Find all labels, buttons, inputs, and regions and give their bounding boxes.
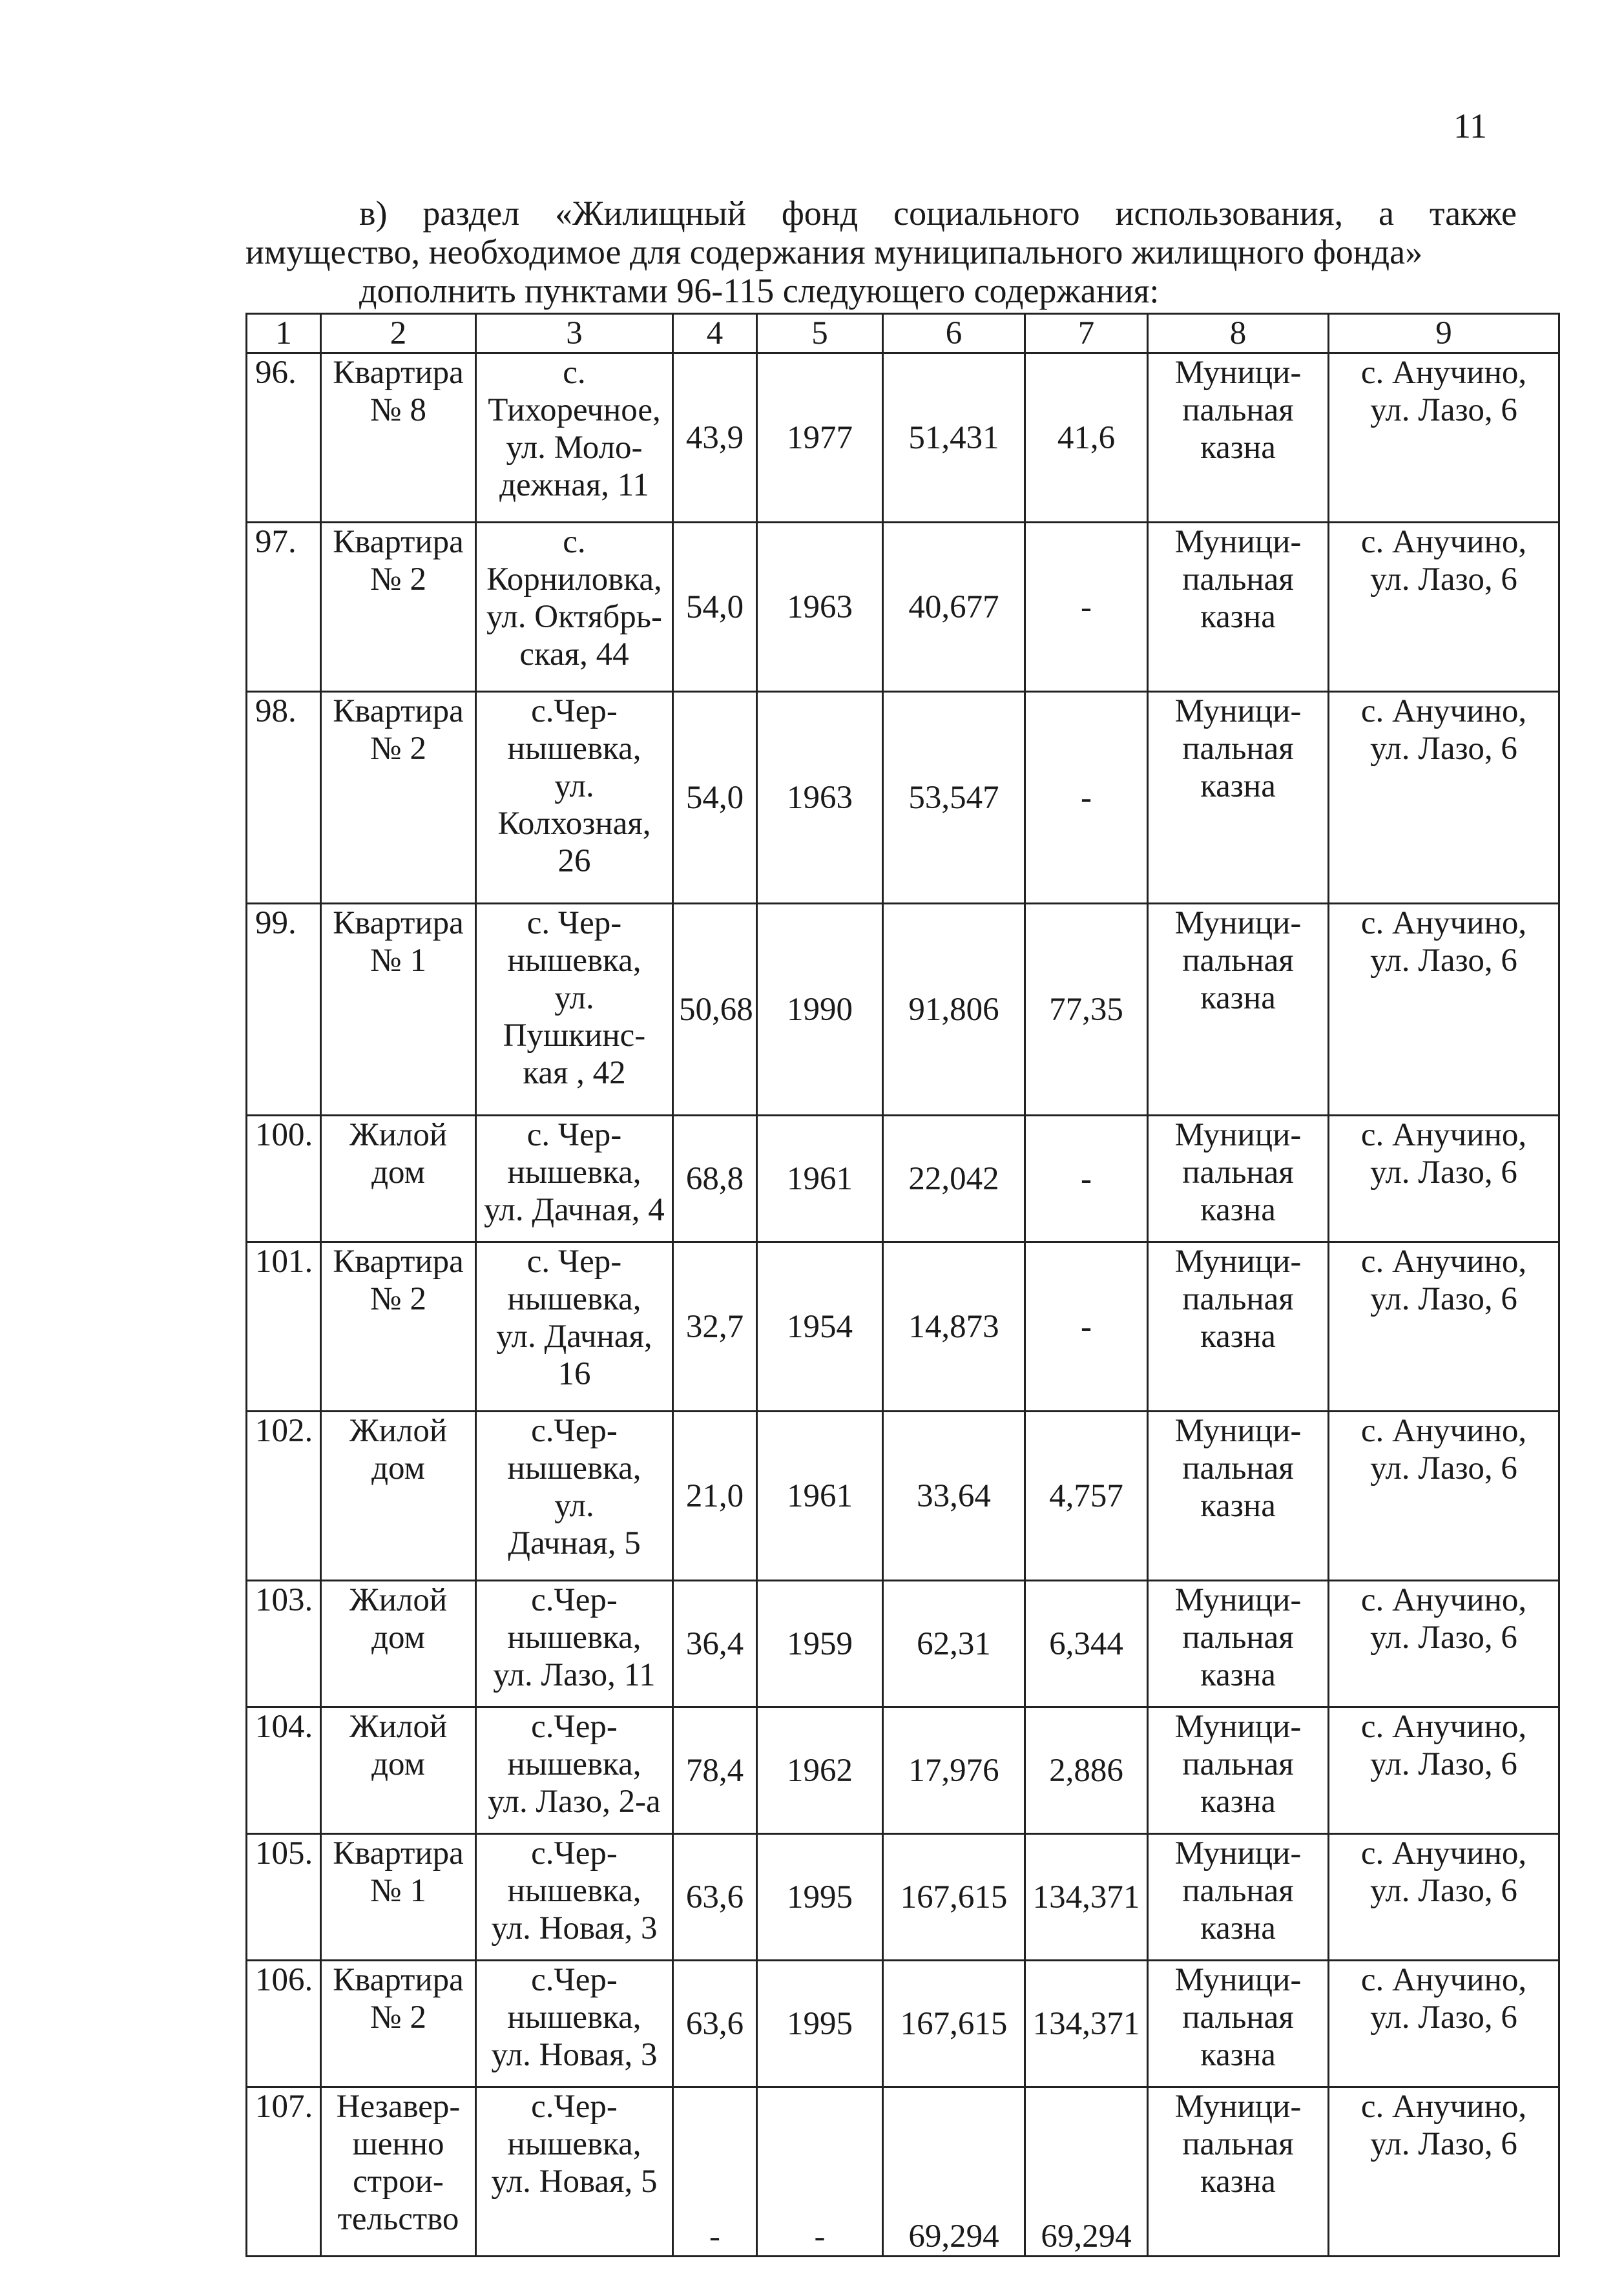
object-address: с.Чер- нышевка, ул. Новая, 3: [476, 1834, 673, 1961]
owner-value: Муници- пальная казна: [1148, 692, 1329, 904]
object-name: Квартира № 2: [321, 1242, 476, 1412]
holder-address: с. Анучино, ул. Лазо, 6: [1329, 2087, 1559, 2257]
object-address: с. Чер- нышевка, ул. Дачная, 16: [476, 1242, 673, 1412]
intro-word: «Жилищный: [555, 194, 746, 233]
residual-value: -: [1025, 523, 1148, 692]
object-address: с.Чер- нышевка, ул. Новая, 3: [476, 1961, 673, 2087]
owner-value: Муници- пальная казна: [1148, 353, 1329, 523]
area-value: 78,4: [673, 1707, 757, 1834]
owner-value: Муници- пальная казна: [1148, 904, 1329, 1116]
row-number: 102.: [247, 1412, 321, 1581]
object-name: Квартира № 8: [321, 353, 476, 523]
object-name: Квартира № 1: [321, 904, 476, 1116]
intro-word: а: [1379, 194, 1394, 233]
table-row: [247, 1707, 1559, 1834]
cost-value: 40,677: [883, 523, 1025, 692]
table-row: [247, 353, 1559, 523]
column-header: 2: [321, 314, 476, 353]
table-row: [247, 1834, 1559, 1961]
year-value: -: [757, 2087, 883, 2257]
year-value: 1963: [757, 692, 883, 904]
area-value: 63,6: [673, 1834, 757, 1961]
object-address: с. Чер- нышевка, ул. Дачная, 4: [476, 1116, 673, 1242]
year-value: 1977: [757, 353, 883, 523]
table-row: [247, 1242, 1559, 1412]
cost-value: 14,873: [883, 1242, 1025, 1412]
object-address: с.Чер- нышевка, ул. Новая, 5: [476, 2087, 673, 2257]
area-value: 63,6: [673, 1961, 757, 2087]
residual-value: -: [1025, 692, 1148, 904]
object-name: Жилой дом: [321, 1707, 476, 1834]
object-name: Квартира № 1: [321, 1834, 476, 1961]
year-value: 1954: [757, 1242, 883, 1412]
cost-value: 53,547: [883, 692, 1025, 904]
cost-value: 167,615: [883, 1961, 1025, 2087]
object-name: Жилой дом: [321, 1412, 476, 1581]
column-header: 3: [476, 314, 673, 353]
table-row: [247, 523, 1559, 692]
intro-word: также: [1429, 194, 1517, 233]
column-header: 5: [757, 314, 883, 353]
row-number: 107.: [247, 2087, 321, 2257]
holder-address: с. Анучино, ул. Лазо, 6: [1329, 1707, 1559, 1834]
cost-value: 17,976: [883, 1707, 1025, 1834]
object-address: с. Чер- нышевка, ул. Пушкинс- кая , 42: [476, 904, 673, 1116]
column-header: 8: [1148, 314, 1329, 353]
object-address: с. Корниловка, ул. Октябрь- ская, 44: [476, 523, 673, 692]
area-value: 21,0: [673, 1412, 757, 1581]
year-value: 1962: [757, 1707, 883, 1834]
intro-line-2: имущество, необходимое для содержания муниципального жилищного фонда»: [245, 233, 1423, 271]
residual-value: 2,886: [1025, 1707, 1148, 1834]
owner-value: Муници- пальная казна: [1148, 523, 1329, 692]
object-address: с.Чер- нышевка, ул. Дачная, 5: [476, 1412, 673, 1581]
object-address: с.Чер- нышевка, ул. Лазо, 2-а: [476, 1707, 673, 1834]
row-number: 98.: [247, 692, 321, 904]
area-value: 32,7: [673, 1242, 757, 1412]
holder-address: с. Анучино, ул. Лазо, 6: [1329, 904, 1559, 1116]
year-value: 1995: [757, 1834, 883, 1961]
table-header-row: [247, 314, 1559, 353]
owner-value: Муници- пальная казна: [1148, 1834, 1329, 1961]
table-body: [247, 353, 1559, 2257]
intro-word: раздел: [422, 194, 520, 233]
year-value: 1961: [757, 1116, 883, 1242]
cost-value: 62,31: [883, 1581, 1025, 1707]
residual-value: 41,6: [1025, 353, 1148, 523]
owner-value: Муници- пальная казна: [1148, 1961, 1329, 2087]
owner-value: Муници- пальная казна: [1148, 1242, 1329, 1412]
area-value: 68,8: [673, 1116, 757, 1242]
object-address: с.Чер- нышевка, ул. Лазо, 11: [476, 1581, 673, 1707]
area-value: -: [673, 2087, 757, 2257]
area-value: 43,9: [673, 353, 757, 523]
residual-value: 69,294: [1025, 2087, 1148, 2257]
row-number: 100.: [247, 1116, 321, 1242]
row-number: 106.: [247, 1961, 321, 2087]
row-number: 96.: [247, 353, 321, 523]
row-number: 103.: [247, 1581, 321, 1707]
column-header: 1: [247, 314, 321, 353]
year-value: 1963: [757, 523, 883, 692]
year-value: 1961: [757, 1412, 883, 1581]
page-number: 11: [1453, 107, 1487, 145]
holder-address: с. Анучино, ул. Лазо, 6: [1329, 1412, 1559, 1581]
table-row: [247, 1412, 1559, 1581]
cost-value: 33,64: [883, 1412, 1025, 1581]
residual-value: 6,344: [1025, 1581, 1148, 1707]
area-value: 36,4: [673, 1581, 757, 1707]
table-row: [247, 1961, 1559, 2087]
object-name: Квартира № 2: [321, 692, 476, 904]
column-header: 7: [1025, 314, 1148, 353]
object-address: с. Тихоречное, ул. Моло- дежная, 11: [476, 353, 673, 523]
object-address: с.Чер- нышевка, ул. Колхозная, 26: [476, 692, 673, 904]
residual-value: 134,371: [1025, 1961, 1148, 2087]
row-number: 104.: [247, 1707, 321, 1834]
area-value: 54,0: [673, 692, 757, 904]
holder-address: с. Анучино, ул. Лазо, 6: [1329, 523, 1559, 692]
owner-value: Муници- пальная казна: [1148, 1581, 1329, 1707]
intro-line-3: дополнить пунктами 96-115 следующего содержания:: [359, 271, 1160, 310]
owner-value: Муници- пальная казна: [1148, 1116, 1329, 1242]
column-header: 6: [883, 314, 1025, 353]
row-number: 99.: [247, 904, 321, 1116]
year-value: 1959: [757, 1581, 883, 1707]
row-number: 97.: [247, 523, 321, 692]
object-name: Жилой дом: [321, 1116, 476, 1242]
intro-line-1: [359, 194, 1517, 233]
row-number: 101.: [247, 1242, 321, 1412]
year-value: 1995: [757, 1961, 883, 2087]
holder-address: с. Анучино, ул. Лазо, 6: [1329, 353, 1559, 523]
residual-value: 134,371: [1025, 1834, 1148, 1961]
year-value: 1990: [757, 904, 883, 1116]
owner-value: Муници- пальная казна: [1148, 2087, 1329, 2257]
holder-address: с. Анучино, ул. Лазо, 6: [1329, 1961, 1559, 2087]
cost-value: 167,615: [883, 1834, 1025, 1961]
object-name: Квартира № 2: [321, 1961, 476, 2087]
holder-address: с. Анучино, ул. Лазо, 6: [1329, 1834, 1559, 1961]
owner-value: Муници- пальная казна: [1148, 1707, 1329, 1834]
intro-word: использования,: [1115, 194, 1344, 233]
table-row: [247, 1581, 1559, 1707]
object-name: Незавер- шенно строи- тельство: [321, 2087, 476, 2257]
table-row: [247, 692, 1559, 904]
cost-value: 51,431: [883, 353, 1025, 523]
intro-word: социального: [893, 194, 1080, 233]
cost-value: 22,042: [883, 1116, 1025, 1242]
residual-value: 77,35: [1025, 904, 1148, 1116]
cost-value: 91,806: [883, 904, 1025, 1116]
housing-fund-table: [245, 313, 1560, 2257]
residual-value: 4,757: [1025, 1412, 1148, 1581]
area-value: 54,0: [673, 523, 757, 692]
cost-value: 69,294: [883, 2087, 1025, 2257]
column-header: 4: [673, 314, 757, 353]
owner-value: Муници- пальная казна: [1148, 1412, 1329, 1581]
residual-value: -: [1025, 1242, 1148, 1412]
holder-address: с. Анучино, ул. Лазо, 6: [1329, 1581, 1559, 1707]
table-row: [247, 1116, 1559, 1242]
holder-address: с. Анучино, ул. Лазо, 6: [1329, 692, 1559, 904]
table-row: [247, 2087, 1559, 2257]
table-row: [247, 904, 1559, 1116]
residual-value: -: [1025, 1116, 1148, 1242]
object-name: Жилой дом: [321, 1581, 476, 1707]
holder-address: с. Анучино, ул. Лазо, 6: [1329, 1116, 1559, 1242]
column-header: 9: [1329, 314, 1559, 353]
intro-word: в): [359, 194, 388, 233]
row-number: 105.: [247, 1834, 321, 1961]
holder-address: с. Анучино, ул. Лазо, 6: [1329, 1242, 1559, 1412]
intro-word: фонд: [781, 194, 859, 233]
area-value: 50,68: [673, 904, 757, 1116]
object-name: Квартира № 2: [321, 523, 476, 692]
